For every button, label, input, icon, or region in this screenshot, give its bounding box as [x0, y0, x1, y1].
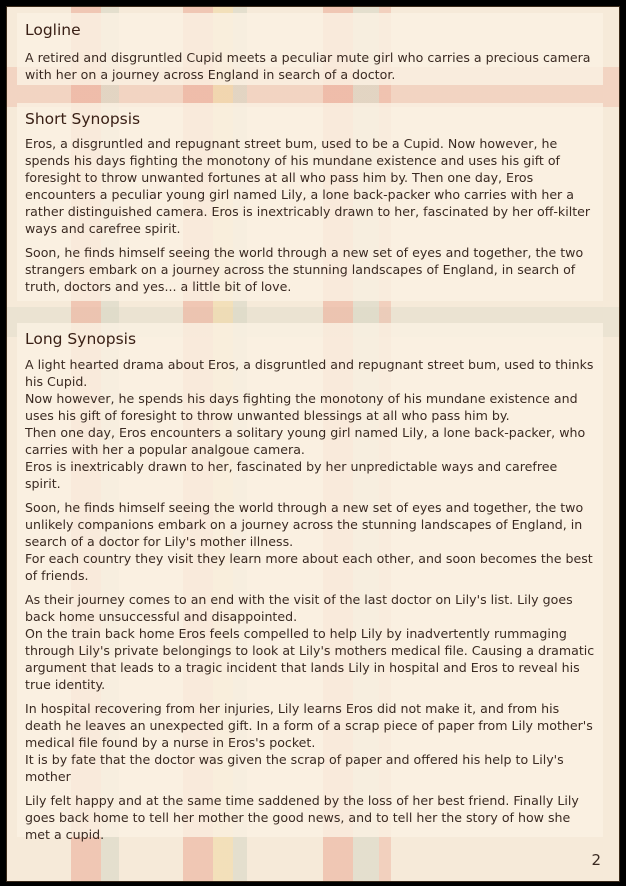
long-synopsis-paragraph: As their journey comes to an end with the visit of the last doctor on Lily's list. Lily goes back home unsuccessful and disappointed. On the train back home Eros feels compelled to help Lily by inadvertently rummaging through Lily's private belongings to look at Lily's mothers medical file. Causing a dramatic argument that leads to a tragic incident that lands Lily in hospital and Eros to reveal his true identity.: [25, 592, 595, 692]
short-synopsis-section: [17, 103, 603, 301]
logline-text: A retired and disgruntled Cupid meets a peculiar mute girl who carries a precious camera with her on a journey across England in search of a doctor.: [25, 50, 591, 82]
long-synopsis-heading: Long Synopsis: [25, 330, 137, 348]
short-synopsis-heading: Short Synopsis: [25, 110, 141, 128]
short-synopsis-paragraph: Eros, a disgruntled and repugnant street bum, used to be a Cupid. Now however, he spends his days fighting the monotony of his mundane existence and uses his gift of foresight to throw unwanted fortunes at all who pass him by. Then one day, Eros encounters a peculiar young girl named Lily, a lone back-packer who carries with her a rather distinguished camera. Eros is inextricably drawn to her, fascinated by her off-kilter ways and carefree spirit.: [25, 136, 591, 236]
logline-section: [17, 13, 603, 85]
short-synopsis-paragraph: Soon, he finds himself seeing the world through a new set of eyes and together, the two strangers embark on a journey across the stunning landscapes of England, in search of truth, doctors and yes... a little bit of love.: [25, 245, 584, 294]
long-synopsis-paragraph: Lily felt happy and at the same time saddened by the loss of her best friend. Finally Lily goes back home to tell her mother the good news, and to tell her the story of how she met a cupid.: [25, 793, 579, 842]
long-synopsis-section: [17, 323, 603, 842]
document-page: [6, 6, 620, 882]
long-synopsis-paragraph: Soon, he finds himself seeing the world through a new set of eyes and together, the two unlikely companions embark on a journey across the stunning landscapes of England, in search of a doctor for Lily's mother illness. For each country they visit they learn more about each other, and soon becomes the best of friends.: [25, 500, 593, 583]
page-number: 2: [591, 851, 601, 869]
long-synopsis-paragraph: A light hearted drama about Eros, a disgruntled and repugnant street bum, used to thinks his Cupid. Now however, he spends his days fighting the monotony of his mundane existence and uses his gift of foresight to throw unwanted blessings at all who pass him by. Then one day, Eros encounters a solitary young girl named Lily, a lone back-packer, who carries with her a popular analgoue camera. Eros is inextricably drawn to her, fascinated by her unpredictable ways and carefree spirit.: [25, 357, 594, 491]
long-synopsis-paragraph: In hospital recovering from her injuries, Lily learns Eros did not make it, and from his death he leaves an unexpected gift. In a form of a scrap piece of paper from Lily mother's medical file found by a nurse in Eros's pocket. It is by fate that the doctor was given the scrap of paper and offered his help to Lily's mother: [25, 701, 593, 784]
logline-heading: Logline: [25, 21, 81, 39]
